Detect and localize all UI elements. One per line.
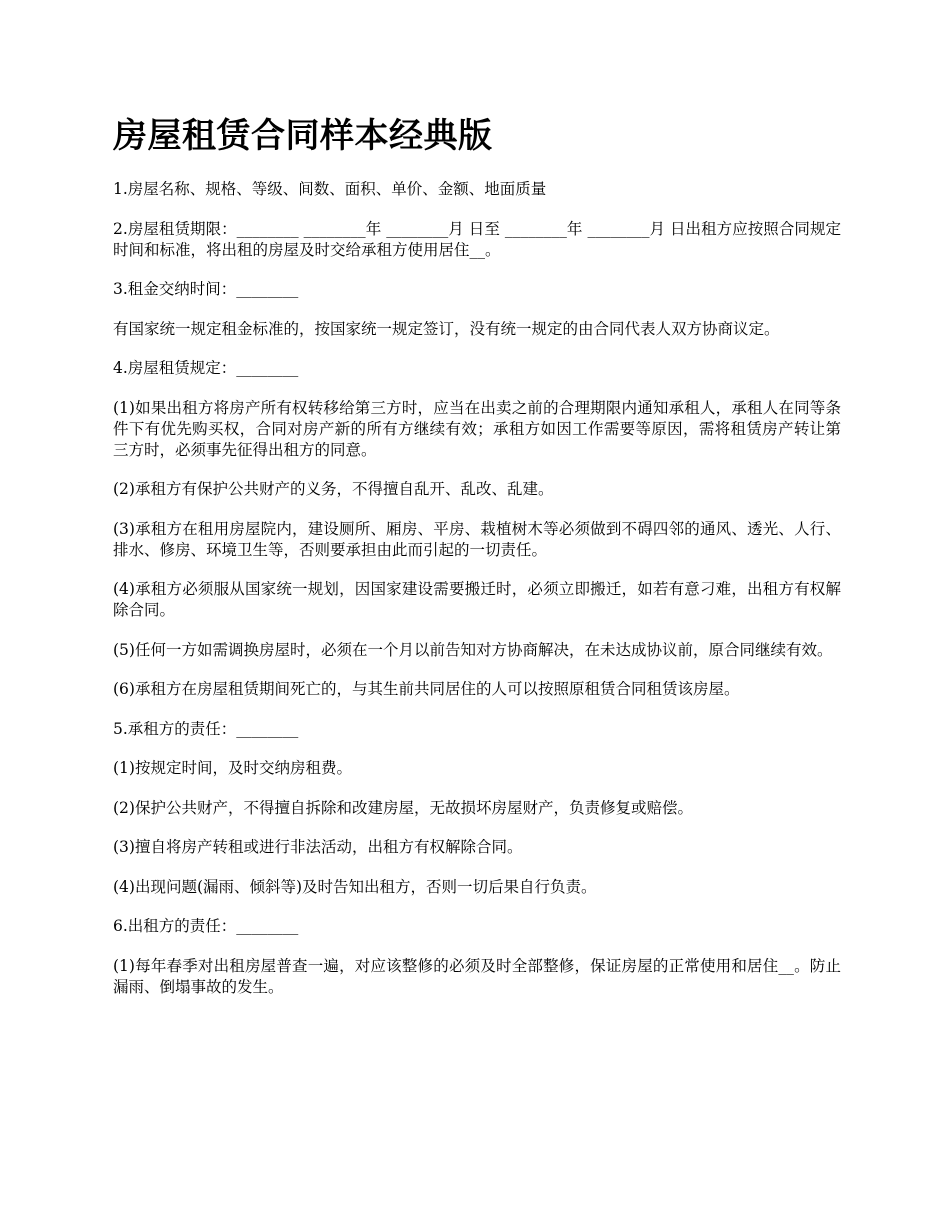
- duty-6-1-annual-inspection: (1)每年春季对出租房屋普查一遍，对应该整修的必须及时全部整修，保证房屋的正常使用和居住__。防止漏雨、倒塌事故的发生。: [113, 956, 841, 996]
- rule-4-3-construction: (3)承租方在租用房屋院内，建设厕所、厢房、平房、栽植树木等必须做到不碍四邻的通风、透光、人行、排水、修房、环境卫生等，否则要承担由此而引起的一切责任。: [113, 519, 841, 559]
- duty-5-1-pay-rent: (1)按规定时间，及时交纳房租费。: [113, 759, 352, 777]
- rule-4-5-house-exchange: (5)任何一方如需调换房屋时，必须在一个月以前告知对方协商解决，在未达成协议前，原合同继续有效。: [113, 640, 833, 659]
- page-title: 房屋租赁合同样本经典版: [113, 116, 493, 156]
- clause-5-tenant-duties: 5.承租方的责任：________: [113, 719, 299, 738]
- duty-5-3-no-sublet: (3)擅自将房产转租或进行非法活动，出租方有权解除合同。: [113, 838, 523, 856]
- rule-4-1-ownership-transfer: (1)如果出租方将房产所有权转移给第三方时，应当在出卖之前的合理期限内通知承租人，承租人在同等条件下有优先购买权，合同对房产新的所有方继续有效；承租方如因工作需要等原因，需将租赁房产转让第三方时，必须事先征得出租方的同意。: [113, 398, 841, 459]
- rent-standard-note: 有国家统一规定租金标准的，按国家统一规定签订，没有统一规定的由合同代表人双方协商议定。: [113, 319, 780, 338]
- duty-5-4-report-issues: (4)出现问题(漏雨、倾斜等)及时告知出租方，否则一切后果自行负责。: [113, 877, 597, 896]
- clause-1-property-details: 1.房屋名称、规格、等级、间数、面积、单价、金额、地面质量: [113, 180, 547, 198]
- document-page: [113, 108, 841, 1016]
- rule-4-2-protect-property: (2)承租方有保护公共财产的义务，不得擅自乱开、乱改、乱建。: [113, 480, 554, 498]
- rule-4-6-tenant-death: (6)承租方在房屋租赁期间死亡的，与其生前共同居住的人可以按照原租赁合同租赁该房屋。: [113, 680, 740, 698]
- clause-6-landlord-duties: 6.出租方的责任：________: [113, 917, 299, 935]
- clause-3-rent-payment-time: 3.租金交纳时间：________: [113, 280, 299, 298]
- clause-2-lease-term: 2.房屋租赁期限：________ ________年 ________月 日至 ________年 ________月 日出租方应按照合同规定时间和标准，将出租的房屋及时交给承租方使用居住__。: [113, 219, 841, 259]
- duty-5-2-protect-property: (2)保护公共财产，不得擅自拆除和改建房屋，无故损坏房屋财产，负责修复或赔偿。: [113, 798, 693, 817]
- rule-4-4-relocation: (4)承租方必须服从国家统一规划，因国家建设需要搬迁时，必须立即搬迁，如若有意刁难，出租方有权解除合同。: [113, 580, 841, 619]
- clause-4-lease-rules: 4.房屋租赁规定：________: [113, 359, 299, 377]
